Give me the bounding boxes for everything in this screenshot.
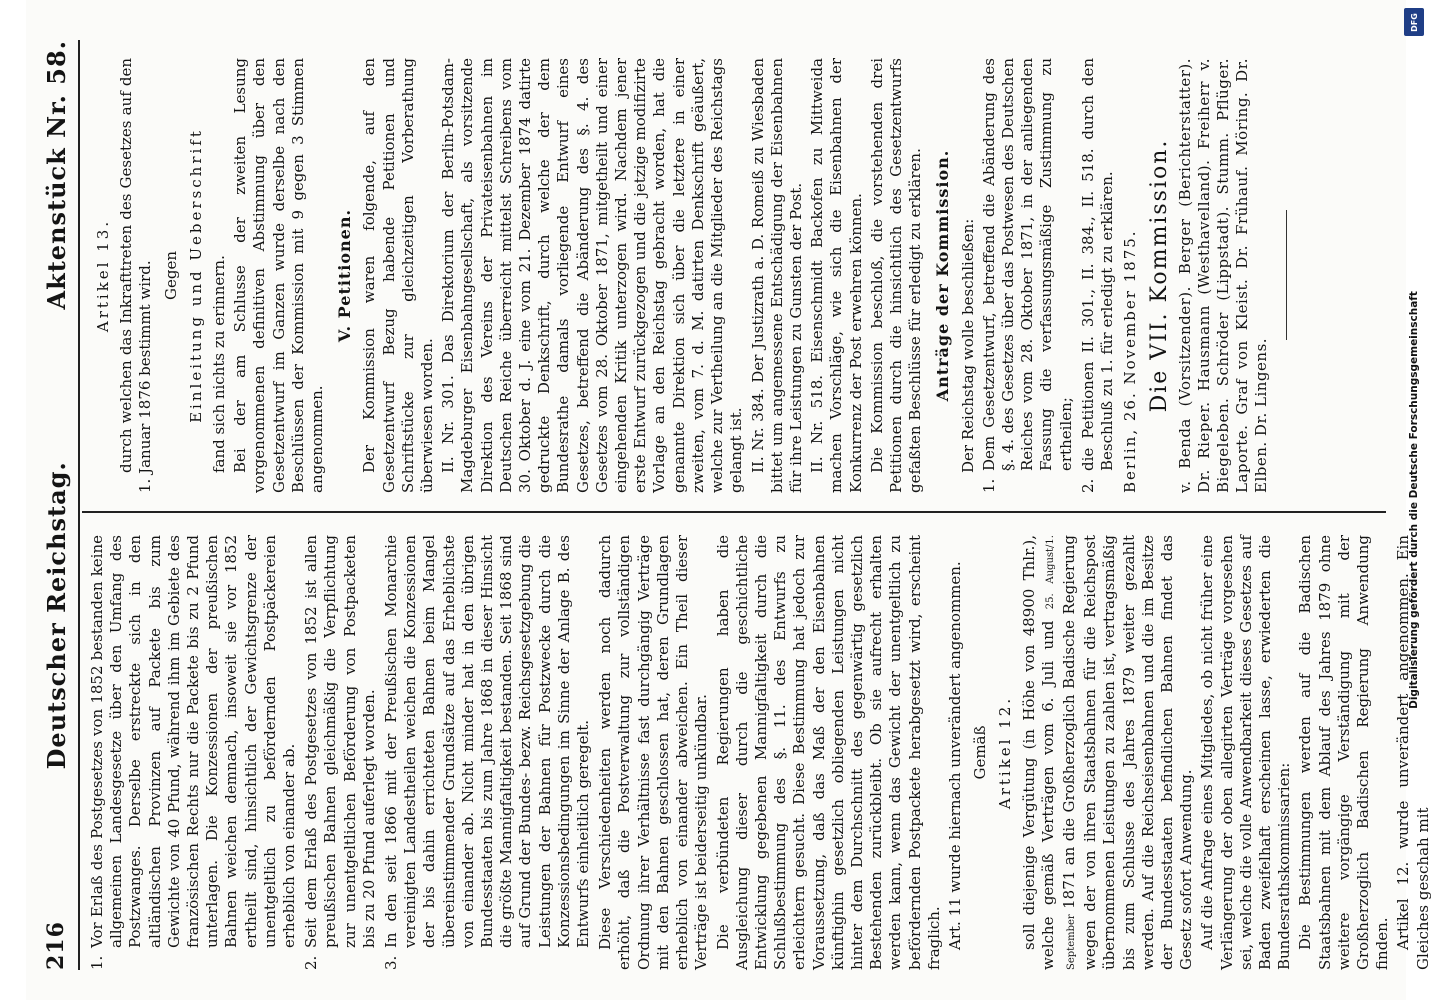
list-item — [1079, 58, 1117, 493]
paragraph: Die Kommission beschloß, die vorstehenden drei Petitionen durch die hinsichtlich des Gesetzentwurfs gefaßten Beschlüsse für erledigt zu erklären. — [867, 58, 925, 493]
paragraph: Diese Verschiedenheiten werden noch dadurch erhöht, daß die Postverwaltung zur vollständigen Ordnung ihrer Verhältnisse fast durchgängig Verträge mit den Bahnen geschlossen hat, deren Grundlagen erheblich von einander abweichen. Ein Theil dieser Verträge ist beiderseitig unkündbar. — [596, 535, 711, 970]
paragraph: Bei der am Schlusse der zweiten Lesung vorgenommenen definitiven Abstimmung über den Gesetzentwurf im Ganzen wurde derselbe nach den Beschlüssen der Kommission mit 9 gegen 3 Stimmen angenommen. — [231, 58, 327, 493]
item-text: Dem Gesetzentwurf, betreffend die Abänderung des §. 4. des Gesetzes über das Postwesen des Deutschen Reiches vom 28. Oktober 1871, in der anliegenden Fassung die verfassungsmäßige Zustimmung zu ertheilen; — [979, 58, 1075, 471]
paragraph: Artikel 12. wurde unverändert angenommen. Ein Gleiches geschah mit — [1394, 535, 1432, 970]
gemaess-label: Gemäß — [971, 725, 990, 780]
fraction-numerator: 25. August — [1044, 547, 1056, 610]
paragraph: Die Bestimmungen werden auf die Badischen Staatsbahnen mit dem Ablauf des Jahres 1879 ohne weitere vorgängige Verständigung mit der Großherzoglich Badischen Regierung Anwendung finden. — [1296, 535, 1392, 970]
item-text: In den seit 1866 mit der Preußischen Monarchie vereinigten Landestheilen weichen die Konzessionen der bis dahin errichteten Bahnen beim Mangel übereinstimmender Grundsätze auf das Erheblichste von einander ab. Nicht minder hat in den übrigen Bundesstaaten bis zum Jahre 1868 in dieser Hinsicht die größte Mannigfaltigkeit bestanden. Seit 1868 sind auf Grund der Bundes- bezw. Reichsgesetzgebung die Leistungen der Bahnen für Postzwecke durch die Konzessionsbedingungen im Sinne der Anlage B. des Entwurfs einheitlich geregelt. — [382, 535, 593, 948]
item-text: Vor Erlaß des Postgesetzes von 1852 bestanden keine allgemeinen Landesgesetze über den Umfang des Postzwanges. Derselbe erstreckte sich in den altländischen Provinzen auf Packete bis zum Gewichte von 40 Pfund, während ihm im Gebiete des französischen Rechts nur die Packete bis zu 2 Pfund unterlagen. Die Konzessionen der preußischen Bahnen weichen demnach, insoweit sie vor 1852 ertheilt sind, hinsichtlich der Gewichtsgrenze der unentgeltlich zu befördernden Postpäckereien erheblich von einander ab. — [88, 535, 299, 948]
divider — [1286, 211, 1287, 341]
digitization-sidebar — [1396, 0, 1432, 1000]
list-item — [302, 535, 379, 970]
digitization-credit: Digitalisierung gefördert durch die Deutsche Forschungsgemeinschaft — [1408, 291, 1420, 709]
running-title-right: Aktenstück Nr. 58. — [41, 40, 71, 310]
dfg-logo-text: DFG — [1409, 12, 1419, 32]
article-13-heading: Artikel 13. — [94, 218, 112, 333]
paragraph: II. Nr. 301. Das Direktorium der Berlin-Potsdam-Magdeburger Eisenbahngesellschaft, als vorsitzende Direktion des Vereins der Privateisenbahnen im Deutschen Reiche überreicht mittelst Schreibens vom 30. Oktober d. J. eine vom 21. Dezember 1874 datirte gedruckte Denkschrift, durch welche der dem Bundesrathe damals vorliegende Entwurf eines Gesetzes, betreffend die Abänderung des §. 4. des Gesetzes vom 28. Oktober 1871, mitgetheilt und einer eingehenden Kritik unterzogen wird. Nachdem jener erste Entwurf zurückgezogen und die jetzige modifizirte Vorlage an den Reichstag gebracht worden, hat die genannte Direktion sich über die letztere in einer zweiten, vom 7. d. M. datirten Denkschrift geäußert, welche zur Vertheilung an die Mitglieder des Reichstags gelangt ist. — [439, 58, 746, 493]
list-item — [382, 535, 593, 970]
paragraph — [1020, 535, 1197, 970]
paragraph: Art. 11 wurde hiernach unverändert angenommen. — [945, 561, 964, 950]
paragraph-text: soll diejenige Vergütung (in Höhe von 48900 Thlr.), welche gemäß Verträgen vom 6. Juli und — [1019, 535, 1057, 970]
left-column — [88, 535, 1432, 970]
item-number: 3. — [382, 955, 401, 970]
gegen-label: Gegen — [161, 251, 180, 300]
page-header — [34, 40, 80, 970]
paragraph: fand sich nichts zu erinnern. — [210, 255, 229, 473]
item-number: 1. — [88, 955, 106, 970]
item-number: 1. — [979, 478, 998, 493]
paragraph: Der Kommission waren folgende, auf den Gesetzentwurf Bezug habende Petitionen und Schriftstücke zur gleichzeitigen Vorberathung überwiesen worden. — [360, 58, 437, 493]
item-text: die Petitionen II. 301., II. 384., II. 518. durch den Beschluß zu 1. für erledigt zu erklären. — [1078, 58, 1116, 471]
signatures: v. Benda (Vorsitzender). Berger (Berichterstatter). Dr. Rieper. Hausmann (Westhavelland). Freiherr v. Biegeleben. Schröder (Lippstadt). Stumm. Pflüger. Laporte. Graf von Kleist. Dr. Frühauf. Möring. Dr. Elben. Dr. Lingens. — [1175, 58, 1271, 493]
article-12-heading: Artikel 12. — [996, 695, 1015, 810]
dfg-logo — [1404, 8, 1424, 36]
paragraph: Die verbündeten Regierungen haben die Ausgleichung dieser durch die geschichtliche Entwicklung gegebenen Mannigfaltigkeit durch die Schlußbestimmung des §. 11. des Entwurfs zu erleichtern gesucht. Diese Bestimmung hat jedoch zur Voraussetzung, daß das Maß der den Eisenbahnen künftighin gesetzlich obliegenden Leistungen nicht hinter dem Durchschnitt des gegenwärtig gesetzlich Bestehenden zurückbleibt. Ob sie aufrecht erhalten werden kann, wenn das Gewicht der unentgeltlich zu befördernden Postpackete herabgesetzt wird, erscheint fraglich. — [713, 535, 943, 970]
column-divider — [82, 511, 1386, 513]
list-item — [88, 535, 299, 970]
page-number: 216 — [43, 921, 69, 970]
paragraph: Der Reichstag wolle beschließen: — [958, 218, 977, 473]
item-text: Seit dem Erlaß des Postgesetzes von 1852 ist allen preußischen Bahnen gleichmäßig die Verpflichtung zur unentgeltlichen Beförderung von Postpacketen bis zu 20 Pfund auferlegt worden. — [302, 535, 378, 948]
fraction-denominator: 1. September — [1044, 535, 1077, 970]
section-heading: Anträge der Kommission. — [933, 149, 953, 402]
section-heading: V. Petitionen. — [335, 208, 355, 343]
paragraph: durch welchen das Inkrafttreten des Gesetzes auf den 1. Januar 1876 bestimmt wird. — [117, 58, 155, 493]
paragraph-text: 1871 an die Großherzoglich Badische Regierung wegen der von ihren Staatsbahnen für die Reichspost übernommenen Leistungen zu zahlen ist, vertragsmäßig bis zum Schlusse des Jahres 1879 weiter gezahlt werden. Auf die Reichseisenbahnen und die im Besitze der Bundesstaaten befindlichen Bahnen findet das Gesetz sofort Anwendung. — [1059, 535, 1196, 970]
commission-heading: Die VII. Kommission. — [1147, 138, 1173, 413]
item-number: 2. — [1078, 478, 1097, 493]
date-line: Berlin, 26. November 1875. — [1121, 229, 1140, 493]
running-title-left: Deutscher Reichstag. — [41, 461, 71, 770]
right-column — [88, 58, 1396, 493]
paragraph: II. Nr. 518. Eisenschmidt Backofen zu Mittweida machen Vorschläge, wie sich die Eisenbahnen der Konkurrenz der Post erwehren können. — [808, 58, 865, 493]
item-number: 2. — [302, 955, 321, 970]
paragraph: Auf die Anfrage eines Mitgliedes, ob nicht früher eine Verlängerung der oben allegirten Verträge vorgesehen sei, welche die volle Anwendbarkeit dieses Gesetzes auf Baden zweifelhaft erscheinen lasse, erwiederten die Bundesrathskommissarien: — [1198, 535, 1294, 970]
list-item — [980, 58, 1076, 493]
date-fraction: 25. August/1. September — [1044, 535, 1077, 970]
einleitung-heading: Einleitung und Ueberschrift — [186, 128, 205, 423]
paragraph: II. Nr. 384. Der Justizrath a. D. Romeiß zu Wiesbaden bittet um angemessene Entschädigung der Eisenbahnen für ihre Leistungen zu Gunsten der Post. — [748, 58, 805, 493]
